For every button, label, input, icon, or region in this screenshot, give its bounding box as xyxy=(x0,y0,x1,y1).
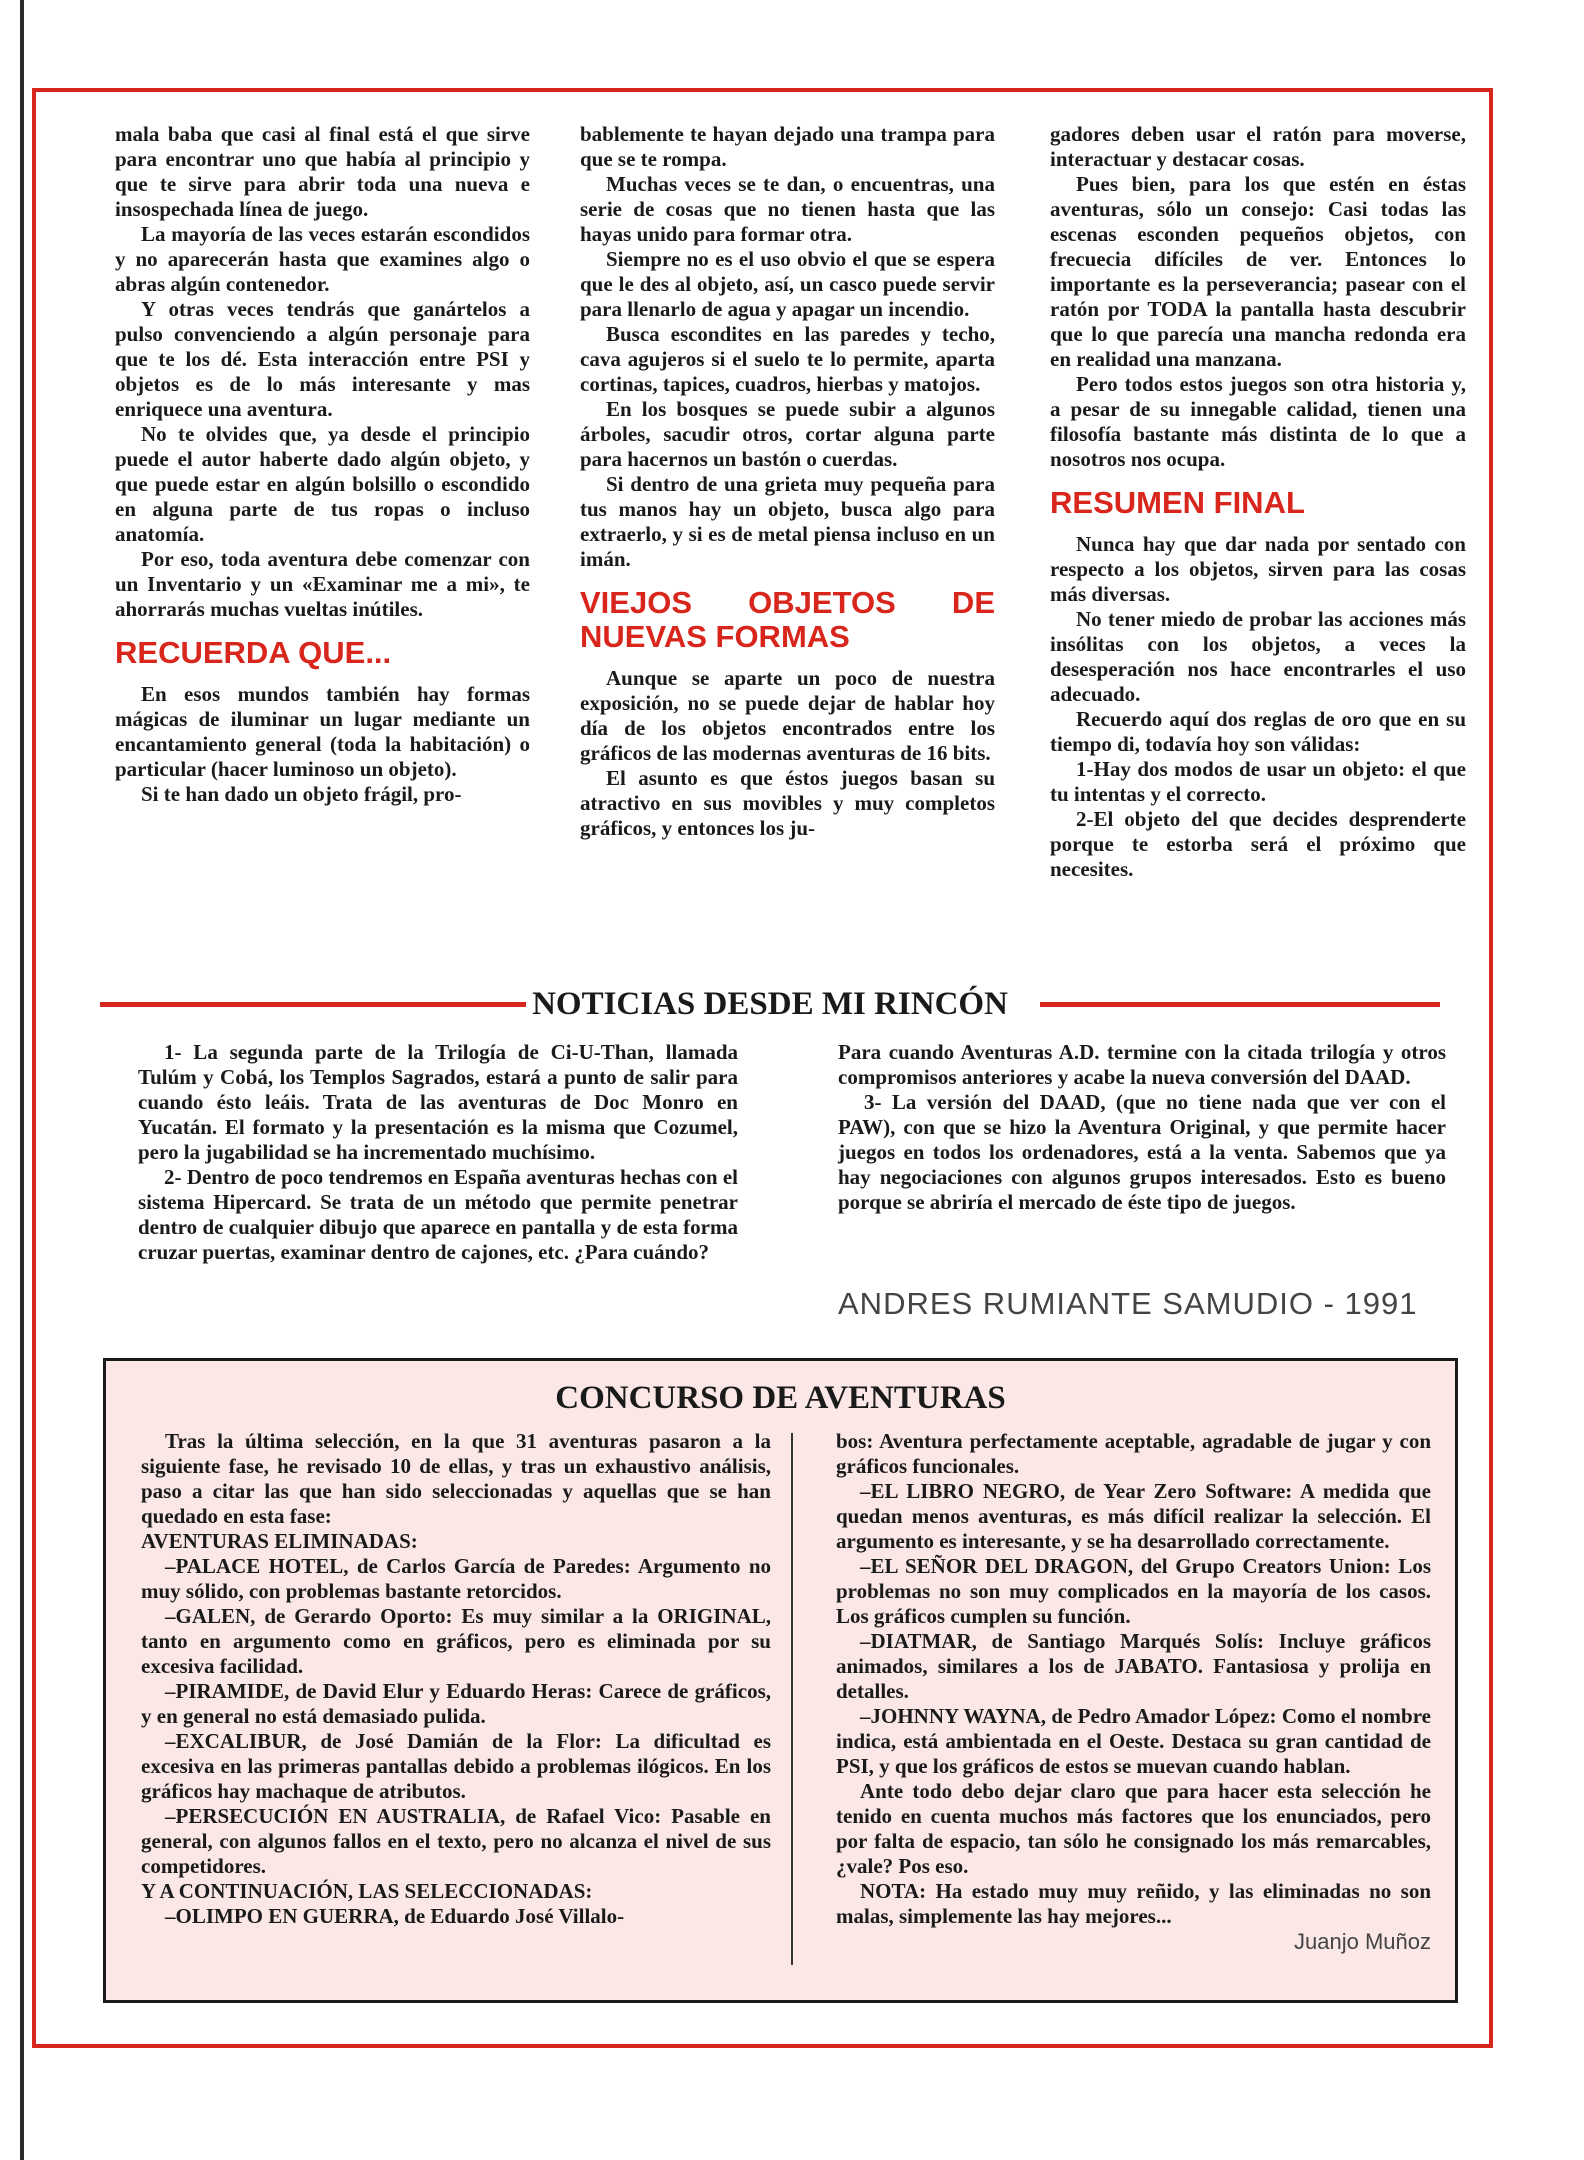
paragraph: Por eso, toda aventura debe comenzar con un Inventario y un «Examinar me a mi», te ahorrarás muchas vueltas inútiles. xyxy=(115,547,530,621)
paragraph: 1-Hay dos modos de usar un objeto: el que tu intentas y el correcto. xyxy=(1050,757,1466,806)
paragraph: La mayoría de las veces estarán escondidos y no aparecerán hasta que examines algo o abras algún contenedor. xyxy=(115,222,530,296)
news-item: Para cuando Aventuras A.D. termine con la citada trilogía y otros compromisos anteriores y acabe la nueva conversión del DAAD. xyxy=(838,1040,1446,1089)
article-column-2 xyxy=(580,122,995,841)
news-item: 1- La segunda parte de la Trilogía de Ci-U-Than, llamada Tulúm y Cobá, los Templos Sagrados, estará a punto de salir para cuando ésto leáis. Trata de las aventuras de Doc Monro en Yucatán. El formato y la presentación es la misma que Cozumel, pero la jugabilidad se ha incrementado muchísimo. xyxy=(138,1040,738,1164)
article-column-1 xyxy=(115,122,530,807)
article-column-3 xyxy=(1050,122,1466,882)
concurso-column-2 xyxy=(836,1429,1431,1954)
news-item: 2- Dentro de poco tendremos en España aventuras hechas con el sistema Hipercard. Se trata de un método que permite penetrar dentro de cualquier dibujo que aparece en pantalla y de esta forma cruzar puertas, examinar dentro de cajones, etc. ¿Para cuándo? xyxy=(138,1165,738,1264)
list-item: –DIATMAR, de Santiago Marqués Solís: Incluye gráficos animados, similares a los de JABATO. Fantasiosa y prolija en detalles. xyxy=(836,1629,1431,1703)
paragraph: Tras la última selección, en la que 31 aventuras pasaron a la siguiente fase, he revisado 10 de ellas, y tras un exhaustivo análisis, paso a citar las que han sido seleccionadas y aquellas que se han quedado en esta fase: xyxy=(141,1429,771,1528)
paragraph: mala baba que casi al final está el que sirve para encontrar uno que había al principio y que te sirve para abrir toda una nueva e insospechada línea de juego. xyxy=(115,122,530,221)
paragraph: Nunca hay que dar nada por sentado con respecto a los objetos, sirven para las cosas más diversas. xyxy=(1050,532,1466,606)
concurso-box xyxy=(103,1358,1458,2003)
author-signature: ANDRES RUMIANTE SAMUDIO - 1991 xyxy=(838,1286,1418,1321)
paragraph: 2-El objeto del que decides desprenderte porque te estorba será el próximo que necesites. xyxy=(1050,807,1466,881)
paragraph: Pero todos estos juegos son otra historia y, a pesar de su innegable calidad, tienen una filosofía bastante más distinta de lo que a nosotros nos ocupa. xyxy=(1050,372,1466,471)
paragraph: Pues bien, para los que estén en éstas aventuras, sólo un consejo: Casi todas las escenas esconden pequeños objetos, con frecuecia difíciles de ver. Entonces lo importante es la perseverancia; pasear con el ratón por TODA la pantalla hasta descubrir que lo que parecía una mancha redonda era en realidad una manzana. xyxy=(1050,172,1466,371)
list-item: –GALEN, de Gerardo Oporto: Es muy similar a la ORIGINAL, tanto en argumento como en gráficos, pero es eliminada por su excesiva facilidad. xyxy=(141,1604,771,1678)
list-item: –PALACE HOTEL, de Carlos García de Paredes: Argumento no muy sólido, con problemas bastante retorcidos. xyxy=(141,1554,771,1603)
news-item: 3- La versión del DAAD, (que no tiene nada que ver con el PAW), con que se hizo la Aventura Original, y que permite hacer juegos en todos los ordenadores, está a la venta. Sabemos que ya hay negociaciones con algunos grupos interesados. Esto es bueno porque se abriría el mercado de éste tipo de juegos. xyxy=(838,1090,1446,1214)
list-item: –EXCALIBUR, de José Damián de la Flor: La dificultad es excesiva en las primeras pantallas debido a problemas ilógicos. En los gráficos hay machaque de atributos. xyxy=(141,1729,771,1803)
paragraph: Ante todo debo dejar claro que para hacer esta selección he tenido en cuenta muchos más factores que los enunciados, pero por falta de espacio, tan sólo he consignado los más remarcables, ¿vale? Pos eso. xyxy=(836,1779,1431,1878)
section-heading: RESUMEN FINAL xyxy=(1050,485,1305,520)
subheading: AVENTURAS ELIMINADAS: xyxy=(141,1529,418,1553)
paragraph: Siempre no es el uso obvio el que se espera que le des al objeto, así, un casco puede servir para llenarlo de agua y apagar un incendio. xyxy=(580,247,995,321)
paragraph: No te olvides que, ya desde el principio puede el autor haberte dado algún objeto, y que puede estar en algún bolsillo o escondido en alguna parte de tus ropas o incluso anatomía. xyxy=(115,422,530,546)
paragraph: Aunque se aparte un poco de nuestra exposición, no se puede dejar de hablar hoy día de los objetos encontrados entre los gráficos de las modernas aventuras de 16 bits. xyxy=(580,666,995,765)
paragraph: Si dentro de una grieta muy pequeña para tus manos hay un objeto, busca algo para extraerlo, y si es de metal piensa incluso en un imán. xyxy=(580,472,995,571)
paragraph: El asunto es que éstos juegos basan su atractivo en sus movibles y muy completos gráficos, y entonces los ju- xyxy=(580,766,995,840)
paragraph: gadores deben usar el ratón para moverse, interactuar y destacar cosas. xyxy=(1050,122,1466,171)
noticias-column-1 xyxy=(138,1040,738,1265)
noticias-title: NOTICIAS DESDE MI RINCÓN xyxy=(526,986,1014,1022)
column-divider xyxy=(791,1433,793,1965)
paragraph: NOTA: Ha estado muy muy reñido, y las eliminadas no son malas, simplemente las hay mejores... xyxy=(836,1879,1431,1928)
paragraph: En los bosques se puede subir a algunos árboles, sacudir otros, cortar alguna parte para hacernos un bastón o cuerdas. xyxy=(580,397,995,471)
list-item: –EL SEÑOR DEL DRAGON, del Grupo Creators Union: Los problemas no son muy complicados en la mayoría de los casos. Los gráficos cumplen su función. xyxy=(836,1554,1431,1628)
list-item: –EL LIBRO NEGRO, de Year Zero Software: A medida que quedan menos aventuras, es más difícil realizar la selección. El argumento es interesante, y se ha desarrollado correctamente. xyxy=(836,1479,1431,1553)
paragraph: Y otras veces tendrás que ganártelos a pulso convenciendo a algún personaje para que te los dé. Esta interacción entre PSI y objetos es de lo más interesante y mas enriquece una aventura. xyxy=(115,297,530,421)
list-item: bos: Aventura perfectamente aceptable, agradable de jugar y con gráficos funcionales. xyxy=(836,1429,1431,1478)
binding-spine xyxy=(20,0,24,2160)
paragraph: No tener miedo de probar las acciones más insólitas con los objetos, a veces la desesperación nos hace encontrarles el uso adecuado. xyxy=(1050,607,1466,706)
section-heading: VIEJOS OBJETOS DE NUEVAS FORMAS xyxy=(580,585,995,654)
list-item: –PERSECUCIÓN EN AUSTRALIA, de Rafael Vico: Pasable en general, con algunos fallos en el texto, pero no alcanza el nivel de sus competidores. xyxy=(141,1804,771,1878)
list-item: –PIRAMIDE, de David Elur y Eduardo Heras: Carece de gráficos, y en general no está demasiado pulida. xyxy=(141,1679,771,1728)
paragraph: Si te han dado un objeto frágil, pro- xyxy=(141,782,462,806)
list-item: –OLIMPO EN GUERRA, de Eduardo José Villalo- xyxy=(165,1904,625,1928)
noticias-title-bar xyxy=(100,984,1440,1024)
section-heading: RECUERDA QUE... xyxy=(115,635,392,670)
concurso-signature: Juanjo Muñoz xyxy=(1294,1929,1431,1954)
list-item: –JOHNNY WAYNA, de Pedro Amador López: Como el nombre indica, está ambientada en el Oeste. Destaca su gran cantidad de PSI, y que los gráficos de estos se muevan cuando hablan. xyxy=(836,1704,1431,1778)
paragraph: Recuerdo aquí dos reglas de oro que en su tiempo di, todavía hoy son válidas: xyxy=(1050,707,1466,756)
subheading: Y A CONTINUACIÓN, LAS SELECCIONADAS: xyxy=(141,1879,593,1903)
concurso-column-1 xyxy=(141,1429,771,1929)
paragraph: Busca escondites en las paredes y techo, cava agujeros si el suelo te lo permite, aparta cortinas, tapices, cuadros, hierbas y matojos. xyxy=(580,322,995,396)
concurso-title: CONCURSO DE AVENTURAS xyxy=(555,1380,1006,1416)
noticias-column-2 xyxy=(838,1040,1446,1215)
paragraph: Muchas veces se te dan, o encuentras, una serie de cosas que no tienen hasta que las hayas unido para formar otra. xyxy=(580,172,995,246)
paragraph: bablemente te hayan dejado una trampa para que se te rompa. xyxy=(580,122,995,171)
paragraph: En esos mundos también hay formas mágicas de iluminar un lugar mediante un encantamiento general (toda la habitación) o particular (hacer luminoso un objeto). xyxy=(115,682,530,781)
